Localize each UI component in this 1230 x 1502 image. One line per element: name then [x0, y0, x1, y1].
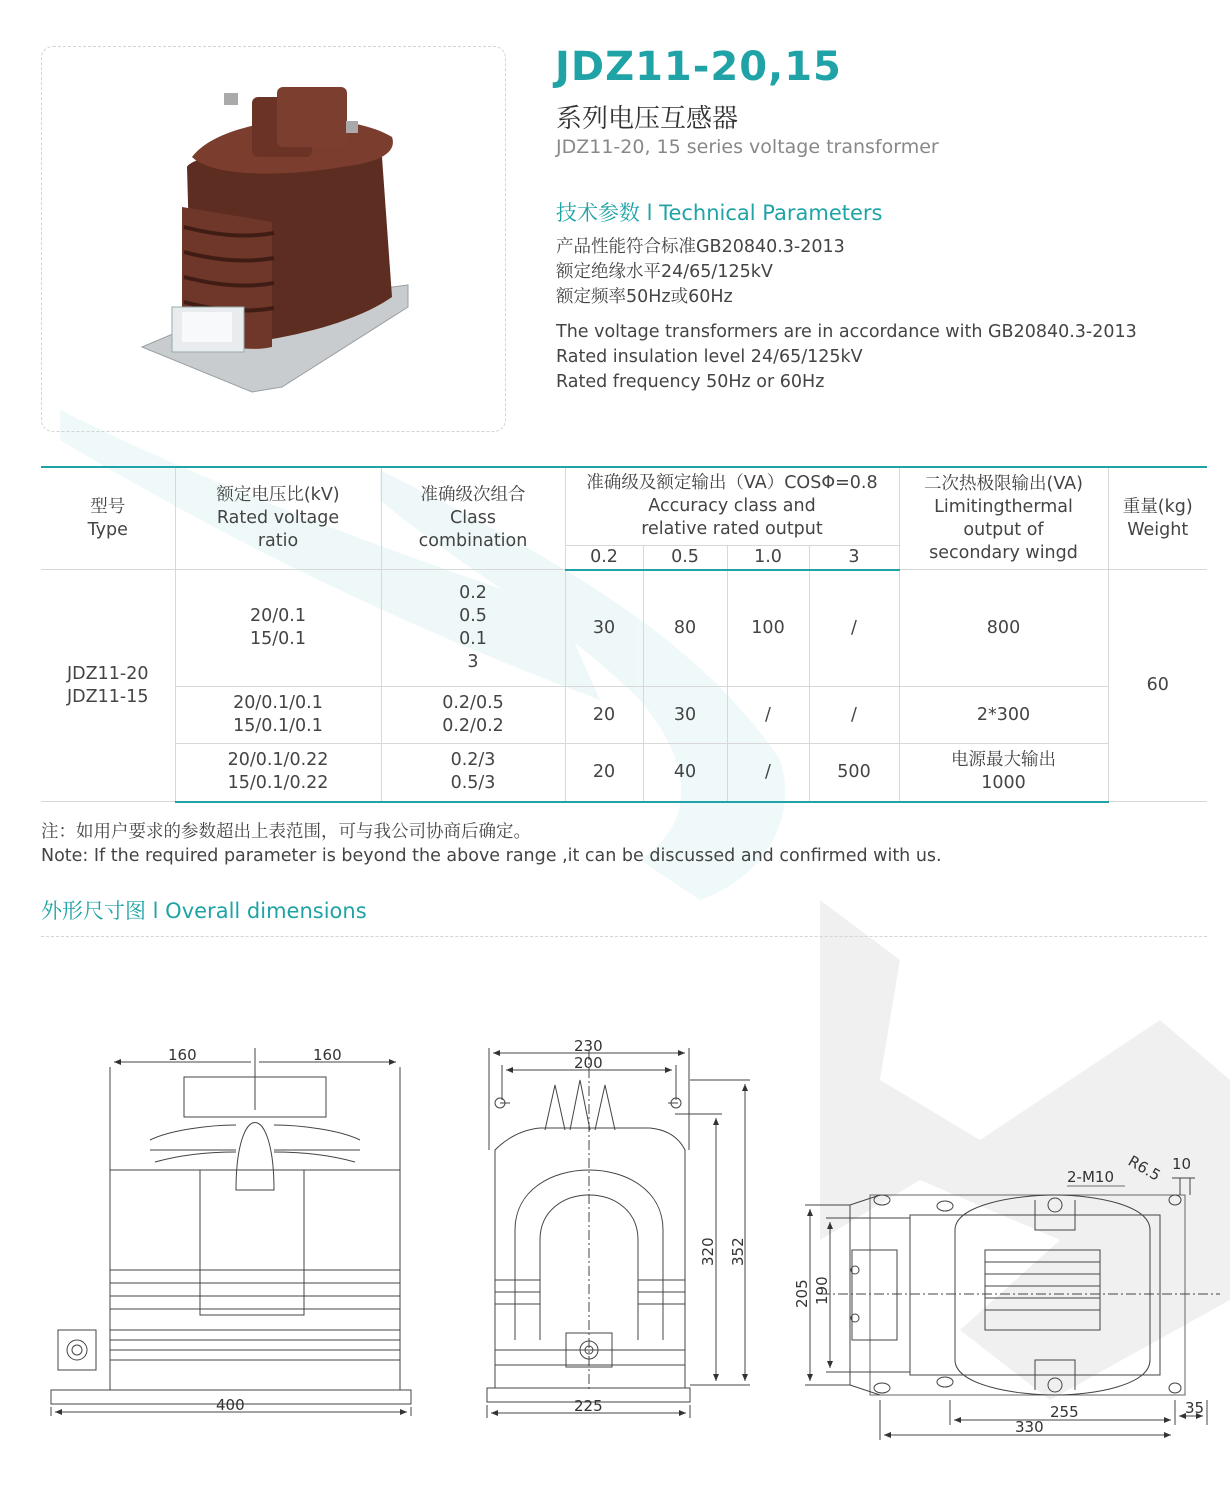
- thermal-cell: 电源最大输出 1000: [899, 744, 1108, 802]
- note-cn: 注：如用户要求的参数超出上表范围，可与我公司协商后确定。: [41, 822, 531, 842]
- class-cell: 0.2/3 0.5/3: [381, 744, 565, 802]
- dim-plan-off: 35: [1185, 1399, 1205, 1417]
- dim-side-h2: 352: [729, 1237, 747, 1266]
- product-subtitle-cn: 系列电压互感器: [556, 104, 739, 134]
- param-line: The voltage transformers are in accordance with GB20840.3-2013: [556, 322, 1137, 342]
- dim-plan-slot: 10: [1172, 1155, 1192, 1173]
- technical-parameters-heading: 技术参数 l Technical Parameters: [556, 201, 883, 225]
- header-thermal: 二次热极限输出(VA) Limitingthermal output of secondary wingd: [899, 467, 1108, 570]
- header-acc-0.5: 0.5: [643, 545, 727, 570]
- front-view-drawing: [51, 1048, 411, 1416]
- dimensions-heading: 外形尺寸图 l Overall dimensions: [41, 899, 367, 923]
- output-cell: 40: [643, 744, 727, 802]
- output-cell: /: [727, 744, 809, 802]
- output-cell: 100: [727, 570, 809, 687]
- side-view-drawing: [487, 1048, 750, 1418]
- dim-plan-h1: 205: [793, 1279, 811, 1308]
- ratio-cell: 20/0.1/0.22 15/0.1/0.22: [175, 744, 381, 802]
- type-cell: JDZ11-20 JDZ11-15: [41, 570, 175, 802]
- dim-front-bottom: 400: [216, 1396, 245, 1414]
- dim-plan-radius: R6.5: [1125, 1151, 1164, 1185]
- param-line: 额定绝缘水平24/65/125kV: [556, 262, 773, 282]
- param-line: 额定频率50Hz或60Hz: [556, 287, 733, 307]
- header-weight: 重量(kg) Weight: [1108, 467, 1207, 570]
- product-subtitle-en: JDZ11-20, 15 series voltage transformer: [556, 136, 939, 158]
- dim-side-h1: 320: [699, 1237, 717, 1266]
- product-title: JDZ11-20,15: [555, 44, 842, 90]
- header-class: 准确级次组合 Class combination: [381, 467, 565, 570]
- header-type: 型号 Type: [41, 467, 175, 570]
- output-cell: 30: [643, 687, 727, 744]
- ratio-cell: 20/0.1 15/0.1: [175, 570, 381, 687]
- plan-view-drawing: [805, 1178, 1220, 1440]
- class-cell: 0.2 0.5 0.1 3: [381, 570, 565, 687]
- output-cell: 20: [565, 687, 643, 744]
- header-acc-0.2: 0.2: [565, 545, 643, 570]
- ratio-cell: 20/0.1/0.1 15/0.1/0.1: [175, 687, 381, 744]
- dim-plan-bolt: 2-M10: [1067, 1168, 1114, 1186]
- dim-plan-w2: 330: [1015, 1418, 1044, 1436]
- param-line: Rated frequency 50Hz or 60Hz: [556, 372, 825, 392]
- output-cell: /: [809, 570, 899, 687]
- header-ratio: 额定电压比(kV) Rated voltage ratio: [175, 467, 381, 570]
- param-line: 产品性能符合标准GB20840.3-2013: [556, 237, 845, 257]
- dim-front-right: 160: [313, 1046, 342, 1064]
- output-cell: 500: [809, 744, 899, 802]
- output-cell: 80: [643, 570, 727, 687]
- note-en: Note: If the required parameter is beyond the above range ,it can be discussed and confirmed with us.: [41, 846, 942, 866]
- output-cell: 30: [565, 570, 643, 687]
- header-acc-3: 3: [809, 545, 899, 570]
- thermal-cell: 2*300: [899, 687, 1108, 744]
- thermal-cell: 800: [899, 570, 1108, 687]
- dim-plan-w1: 255: [1050, 1403, 1079, 1421]
- output-cell: /: [727, 687, 809, 744]
- dim-side-top2: 200: [574, 1054, 603, 1072]
- output-cell: /: [809, 687, 899, 744]
- weight-cell: 60: [1108, 570, 1207, 802]
- class-cell: 0.2/0.5 0.2/0.2: [381, 687, 565, 744]
- header-accuracy: 准确级及额定输出（VA）COSΦ=0.8 Accuracy class and relative rated output: [565, 467, 899, 545]
- dim-side-bottom: 225: [574, 1397, 603, 1415]
- output-cell: 20: [565, 744, 643, 802]
- dim-front-left: 160: [168, 1046, 197, 1064]
- param-line: Rated insulation level 24/65/125kV: [556, 347, 863, 367]
- header-acc-1.0: 1.0: [727, 545, 809, 570]
- dim-side-top1: 230: [574, 1037, 603, 1055]
- dim-plan-h2: 190: [813, 1276, 831, 1305]
